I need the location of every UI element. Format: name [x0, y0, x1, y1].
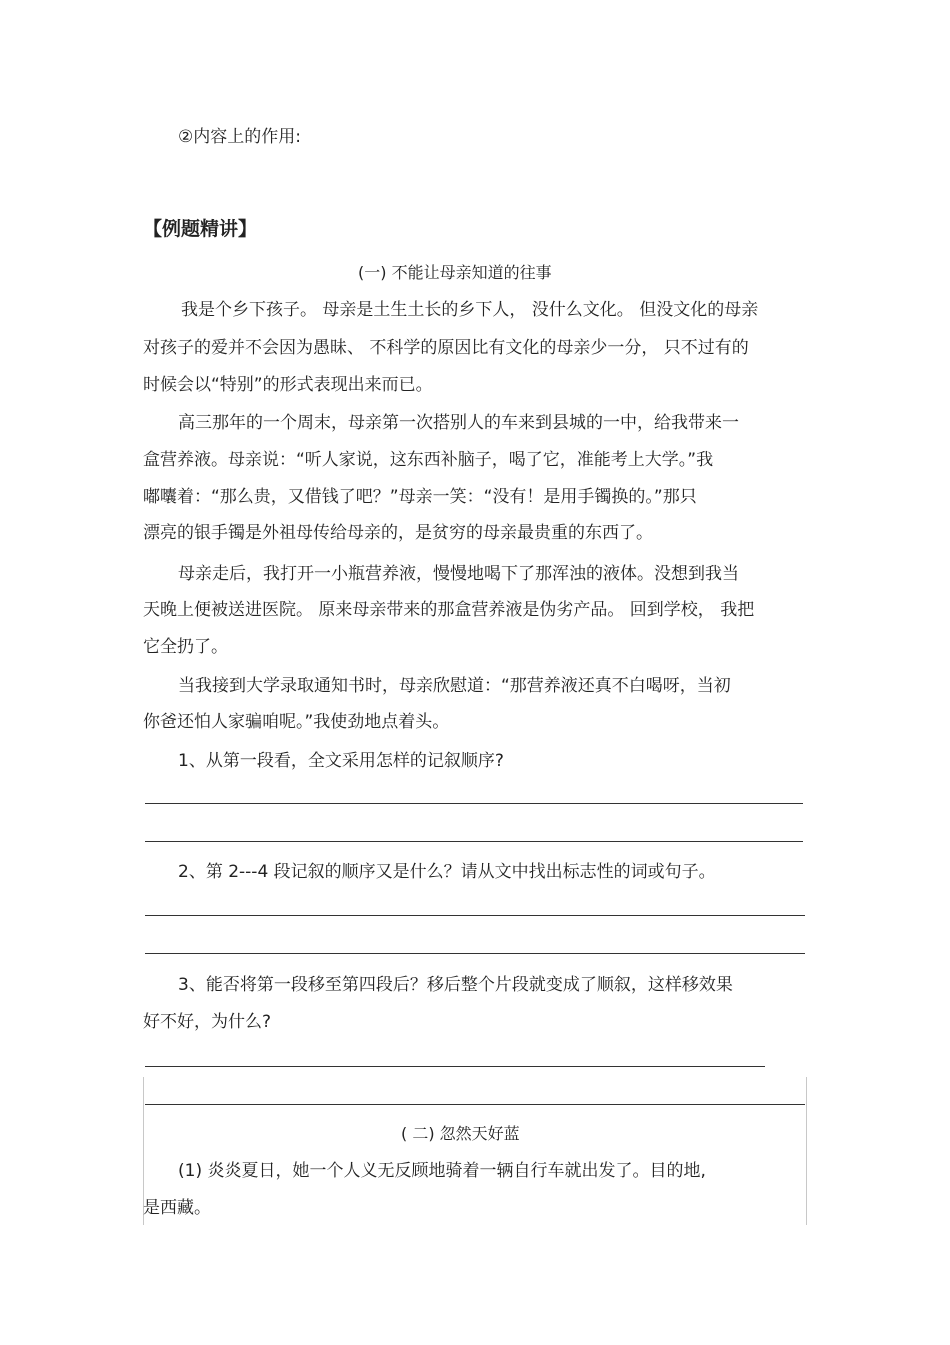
answer-line — [145, 1104, 805, 1105]
story1-line: 天晚上便被送进医院。 原来母亲带来的那盒营养液是伪劣产品。 回到学校， 我把 — [143, 600, 755, 620]
story1-line: 我是个乡下孩子。 母亲是土生土长的乡下人， 没什么文化。 但没文化的母亲 — [181, 300, 759, 320]
section-heading: 【例题精讲】 — [143, 218, 258, 240]
story1-line: 时候会以“特别”的形式表现出来而已。 — [143, 375, 433, 395]
story2-line: 是西藏。 — [143, 1198, 211, 1218]
answer-line — [145, 1066, 765, 1067]
question-2: 2、第 2---4 段记叙的顺序又是什么？请从文中找出标志性的词或句子。 — [178, 862, 716, 882]
story1-line: 盒营养液。母亲说：“听人家说，这东西补脑子，喝了它，准能考上大学。”我 — [143, 450, 714, 470]
answer-line — [145, 841, 803, 842]
story1-line: 你爸还怕人家骗咱呢。”我使劲地点着头。 — [143, 712, 450, 732]
story1-line: 它全扔了。 — [143, 637, 228, 657]
story1-line: 漂亮的银手镯是外祖母传给母亲的，是贫穷的母亲最贵重的东西了。 — [143, 523, 653, 543]
answer-line — [145, 803, 803, 804]
answer-line — [145, 915, 805, 916]
story2-title: ( 二) 忽然天好蓝 — [401, 1124, 520, 1143]
content-role-label: ②内容上的作用: — [178, 127, 301, 147]
story1-line: 嘟囔着：“那么贵，又借钱了吧？”母亲一笑：“没有！是用手镯换的。”那只 — [143, 487, 697, 507]
story1-title: (一) 不能让母亲知道的往事 — [358, 263, 552, 282]
story2-line: (1) 炎炎夏日，她一个人义无反顾地骑着一辆自行车就出发了。目的地, — [178, 1161, 706, 1181]
question-3-cont: 好不好，为什么? — [143, 1012, 272, 1032]
answer-line — [145, 953, 805, 954]
story1-line: 母亲走后，我打开一小瓶营养液，慢慢地喝下了那浑浊的液体。没想到我当 — [178, 564, 739, 584]
story1-line: 高三那年的一个周末，母亲第一次搭别人的车来到县城的一中，给我带来一 — [178, 413, 739, 433]
question-1: 1、从第一段看，全文采用怎样的记叙顺序? — [178, 751, 504, 771]
story1-line: 当我接到大学录取通知书时，母亲欣慰道：“那营养液还真不白喝呀，当初 — [178, 676, 731, 696]
story1-line: 对孩子的爱并不会因为愚昧、 不科学的原因比有文化的母亲少一分， 只不过有的 — [143, 338, 749, 358]
frame-border-right — [806, 1077, 807, 1225]
question-3: 3、能否将第一段移至第四段后？移后整个片段就变成了顺叙，这样移效果 — [178, 975, 733, 995]
